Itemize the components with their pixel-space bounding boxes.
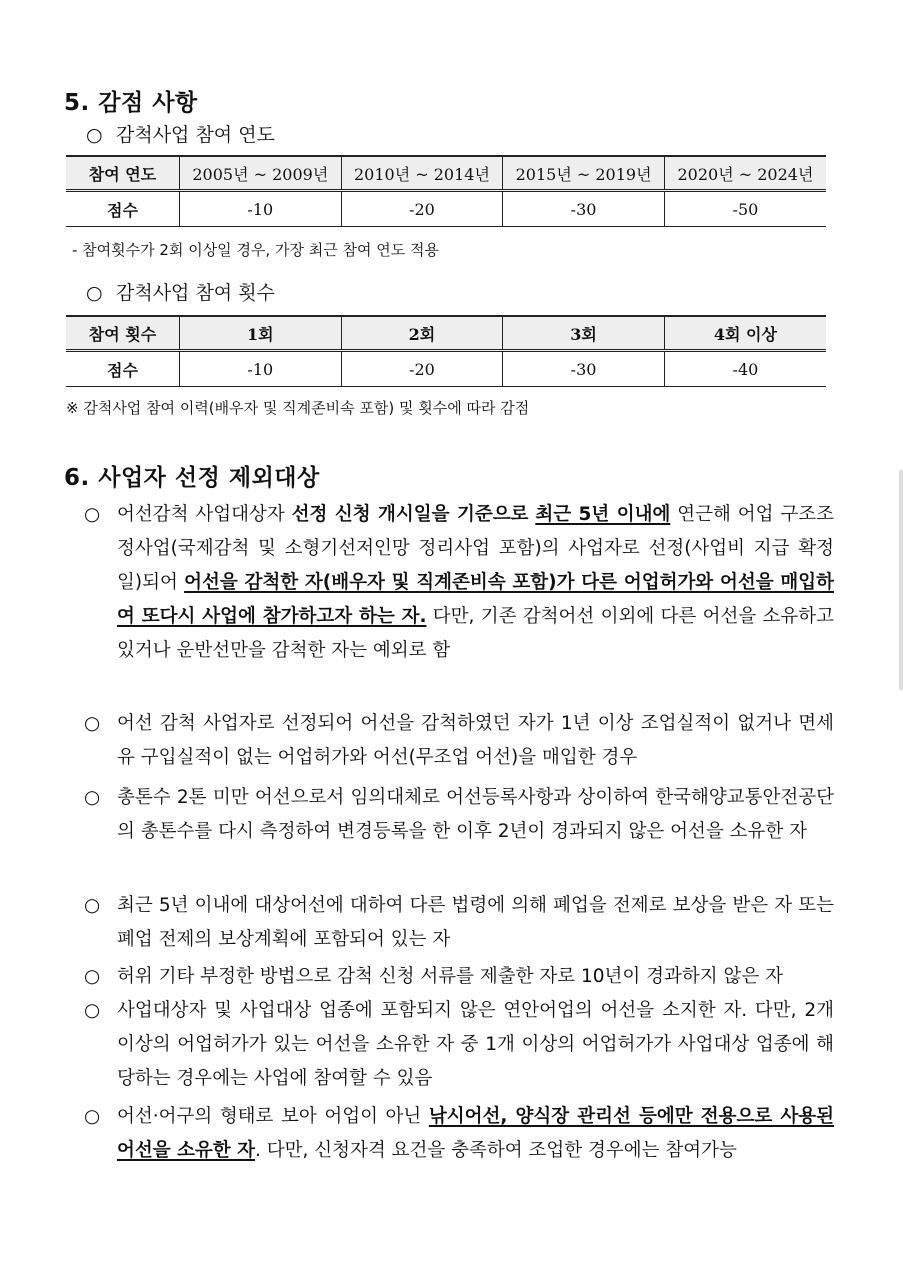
circle-bullet-icon: ○ xyxy=(84,895,101,916)
circle-bullet-icon: ○ xyxy=(84,966,101,987)
table-cell: -50 xyxy=(664,191,826,227)
table-header-cell: 참여 횟수 xyxy=(66,316,180,351)
circle-bullet-icon: ○ xyxy=(84,504,101,525)
table-cell: -20 xyxy=(341,351,503,387)
bold-text: 선정 신청 개시일을 기준으로 xyxy=(291,504,529,525)
circle-bullet-icon: ○ xyxy=(86,124,103,146)
table-cell: -20 xyxy=(341,191,503,227)
table-header-row xyxy=(66,156,826,191)
circle-bullet-icon: ○ xyxy=(84,713,101,734)
table-cell: -10 xyxy=(180,191,342,227)
table-cell: -10 xyxy=(180,351,342,387)
exclusion-item-text: 사업대상자 및 사업대상 업종에 포함되지 않은 연안어업의 어선을 소지한 자. 다만, 2개 이상의 어업허가가 있는 어선을 소유한 자 중 1개 이상의 어업허가가 사업대상 업종에 해당하는 경우에는 사업에 참여할 수 있음 xyxy=(117,1000,834,1089)
participation-year-table xyxy=(66,155,826,227)
subheading-label: 감척사업 참여 연도 xyxy=(116,124,275,146)
table-cell: 점수 xyxy=(66,191,180,227)
table-row xyxy=(66,351,826,387)
table-cell: 점수 xyxy=(66,351,180,387)
table-header-cell: 3회 xyxy=(503,316,665,351)
exclusion-item-text: 총톤수 2톤 미만 어선으로서 임의대체로 어선등록사항과 상이하여 한국해양교통안전공단의 총톤수를 다시 측정하여 변경등록을 한 이후 2년이 경과되지 않은 어선을 소유한 자 xyxy=(117,787,834,842)
exclusion-item-6 xyxy=(84,994,834,1096)
subheading-participation-year xyxy=(86,120,275,147)
exclusion-item-1 xyxy=(84,498,834,668)
table-header-cell: 참여 연도 xyxy=(66,156,180,191)
participation-count-table xyxy=(66,315,826,387)
exclusion-item-text xyxy=(84,498,834,668)
text-run: 연근해 어업 구조조정사업(국제감척 및 소형기선저인망 정리사업 포함)의 사업자로 선정(사업비 지급 확정일)되어 xyxy=(117,504,834,593)
scan-edge-shadow xyxy=(899,470,903,690)
text-run: 어선·어구의 형태로 보아 어업이 아닌 xyxy=(117,1106,429,1127)
table-cell: -40 xyxy=(664,351,826,387)
text-run: 다만, 기존 감척어선 이외에 다른 어선을 소유하고 있거나 운반선만을 감척한 자는 예외로 함 xyxy=(117,606,834,661)
table-header-cell: 2회 xyxy=(341,316,503,351)
exclusion-item-5 xyxy=(84,960,834,994)
text-run: 어선감척 사업대상자 xyxy=(117,504,292,525)
subheading-label: 감척사업 참여 횟수 xyxy=(116,282,275,304)
exclusion-item-text xyxy=(84,1100,834,1168)
bold-underlined-text: 어선을 감척한 자(배우자 및 직계존비속 포함)가 다른 어업허가와 어선을 매입하여 또다시 사업에 참가하고자 하는 자. xyxy=(117,572,834,627)
note-recent-year: - 참여횟수가 2회 이상일 경우, 가장 최근 참여 연도 적용 xyxy=(72,241,439,259)
table-header-row xyxy=(66,316,826,351)
circle-bullet-icon: ○ xyxy=(86,282,103,304)
section-6-title: 6. 사업자 선정 제외대상 xyxy=(64,465,320,491)
exclusion-item-text: 최근 5년 이내에 대상어선에 대하여 다른 법령에 의해 폐업을 전제로 보상을 받은 자 또는 폐업 전제의 보상계획에 포함되어 있는 자 xyxy=(117,895,834,950)
table-header-cell: 2020년 ~ 2024년 xyxy=(664,156,826,191)
table-header-cell: 2015년 ~ 2019년 xyxy=(503,156,665,191)
table-header-cell: 1회 xyxy=(180,316,342,351)
table-header-cell: 2005년 ~ 2009년 xyxy=(180,156,342,191)
note-deduction-history: ※ 감척사업 참여 이력(배우자 및 직계존비속 포함) 및 횟수에 따라 감점 xyxy=(66,399,530,417)
exclusion-item-text: 허위 기타 부정한 방법으로 감척 신청 서류를 제출한 자로 10년이 경과하지 않은 자 xyxy=(117,966,783,987)
section-5-title: 5. 감점 사항 xyxy=(64,90,198,116)
exclusion-item-text: 어선 감척 사업자로 선정되어 어선을 감척하였던 자가 1년 이상 조업실적이 없거나 면세유 구입실적이 없는 어업허가와 어선(무조업 어선)을 매입한 경우 xyxy=(117,713,834,768)
circle-bullet-icon: ○ xyxy=(84,1000,101,1021)
bold-underlined-text: 낚시어선, 양식장 관리선 등에만 전용으로 사용된 어선을 소유한 자 xyxy=(117,1106,834,1161)
circle-bullet-icon: ○ xyxy=(84,1106,101,1127)
table-cell: -30 xyxy=(503,351,665,387)
subheading-participation-count xyxy=(86,278,275,305)
exclusion-item-7 xyxy=(84,1100,834,1168)
table-header-cell: 2010년 ~ 2014년 xyxy=(341,156,503,191)
table-cell: -30 xyxy=(503,191,665,227)
table-row xyxy=(66,191,826,227)
text-run: . 다만, 신청자격 요건을 충족하여 조업한 경우에는 참여가능 xyxy=(254,1140,737,1161)
circle-bullet-icon: ○ xyxy=(84,787,101,808)
exclusion-item-3 xyxy=(84,781,834,849)
exclusion-item-2 xyxy=(84,707,834,775)
bold-underlined-text: 최근 5년 이내에 xyxy=(535,504,671,525)
table-header-cell: 4회 이상 xyxy=(664,316,826,351)
exclusion-item-4 xyxy=(84,889,834,957)
